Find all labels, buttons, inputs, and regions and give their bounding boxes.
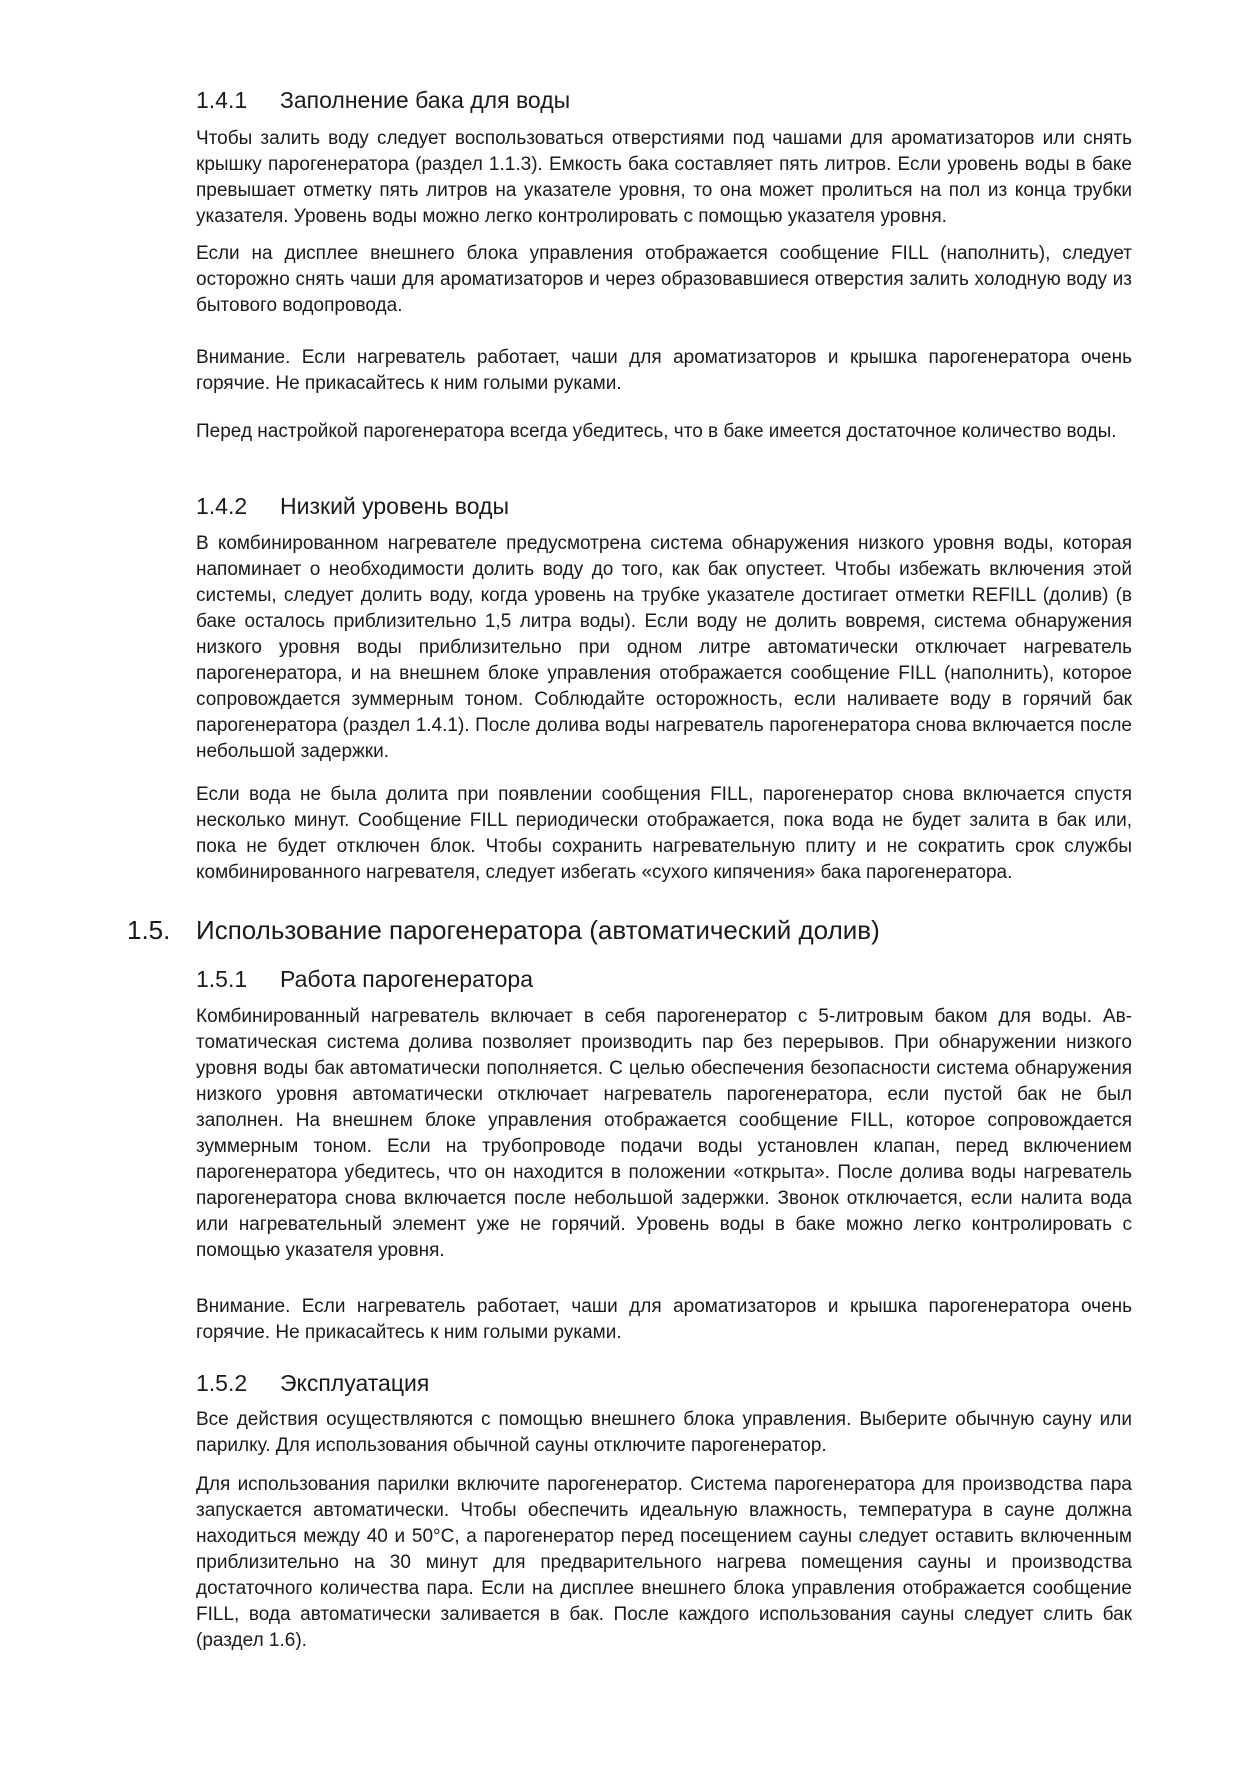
paragraph-1-5-1-a: Комбинированный нагреватель включает в себя парогенератор с 5-литровым баком для воды. Автоматическая система долива позволяет производить пар без перерывов. При обнаружении низкого уровня воды бак автоматически пополняется. С целью обеспечения безопасности система обнаружения низкого уровня автоматически отключает нагреватель парогенератора, если пустой бак не был заполнен. На внешнем блоке управления отображается сообщение FILL, которое сопровождается зуммерным тоном. Если на трубопроводе подачи воды установлен клапан, перед включением парогенератора убедитесь, что он находится в положении «открыта». После долива воды нагреватель парогенератора снова включается после небольшой задержки. Звонок отключается, если налита вода или нагревательный элемент уже не горячий. Уровень воды в баке можно легко контролировать с помощью указателя уровня. [196, 1006, 1132, 1261]
heading-1-5-1 [196, 965, 533, 993]
paragraph-1-5-2-b: Для использования парилки включите парогенератор. Система парогенератора для производства пара запускается автоматически. Чтобы обеспечить идеальную влажность, температура в сауне должна находиться между 40 и 50°С, а парогенератор перед посещением сауны следует оставить включенным приблизительно на 30 минут для предварительного нагрева помещения сауны и производства достаточного количества пара. Если на дисплее внешнего блока управления отображается сообщение FILL, вода автоматически заливается в бак. После каждого использования сауны следует слить бак (раздел 1.6). [196, 1474, 1132, 1651]
paragraph-1-4-1-a: Чтобы залить воду следует воспользоваться отверстиями под чашами для ароматизаторов или снять крышку парогенератора (раздел 1.1.3). Емкость бака составляет пять литров. Если уровень воды в баке превышает отметку пять литров на указателе уровня, то она может пролиться на пол из конца трубки указателя. Уровень воды можно легко контролировать с помощью указателя уровня. [196, 128, 1132, 227]
heading-title: Низкий уровень воды [280, 493, 510, 519]
heading-title: Заполнение бака для воды [280, 87, 571, 113]
heading-title: Работа парогенератора [280, 966, 534, 992]
heading-number: 1.5. [127, 915, 171, 945]
paragraph-1-4-2-b: Если вода не была долита при появлении сообщения FILL, парогенератор снова включается спустя несколько минут. Сообщение FILL периодически отображается, пока вода не будет залита в бак или, пока не будет отключен блок. Чтобы сохранить нагревательную плиту и не сократить срок службы комбинированного нагревателя, следует избегать «сухого кипячения» бака парогенератора. [196, 784, 1132, 883]
paragraph-1-4-1-b: Если на дисплее внешнего блока управления отображается сообщение FILL (наполнить), следует осторожно снять чаши для ароматизаторов и через образовавшиеся отверстия залить холодную воду из бытового водопровода. [196, 243, 1132, 316]
heading-1-4-2 [196, 492, 509, 520]
paragraph-1-4-2-a: В комбинированном нагревателе предусмотрена система обнаружения низкого уровня воды, которая напоминает о необходимости долить воду до того, как бак опустеет. Чтобы избежать включения этой системы, следует долить воду, когда уровень на трубке указателе достигает отметки REFILL (долив) (в баке осталось приблизительно 1,5 литра воды). Если воду не долить вовремя, система обнаружения низкого уровня воды приблизительно при одном литре автоматически отключает нагреватель парогенератора, и на внешнем блоке управления отображается сообщение FILL (наполнить), которое сопровождается зуммерным тоном. Соблюдайте осторожность, если наливаете воду в горячий бак парогенератора (раздел 1.4.1). После долива воды нагреватель парогенератора снова включается после небольшой задержки. [196, 533, 1132, 762]
heading-title: Эксплуатация [280, 1370, 430, 1396]
paragraph-1-4-1-warning: Внимание. Если нагреватель работает, чаши для ароматизаторов и крышка парогенератора очень горячие. Не прикасайтесь к ним голыми руками. [196, 347, 1132, 394]
heading-title: Использование парогенератора (автоматический долив) [196, 915, 880, 945]
heading-number: 1.5.1 [196, 966, 248, 992]
heading-number: 1.5.2 [196, 1370, 248, 1396]
paragraph-1-5-2-a: Все действия осуществляются с помощью внешнего блока управления. Выберите обычную сауну или парилку. Для использования обычной сауны отключите парогенератор. [196, 1409, 1132, 1456]
heading-1-5 [127, 914, 880, 946]
heading-number: 1.4.2 [196, 493, 248, 519]
heading-1-4-1 [196, 86, 570, 114]
paragraph-1-5-1-warning: Внимание. Если нагреватель работает, чаши для ароматизаторов и крышка парогенератора очень горячие. Не прикасайтесь к ним голыми руками. [196, 1296, 1132, 1343]
heading-1-5-2 [196, 1369, 429, 1397]
heading-number: 1.4.1 [196, 87, 248, 113]
paragraph-1-4-1-c: Перед настройкой парогенератора всегда убедитесь, что в баке имеется достаточное количество воды. [196, 421, 1117, 442]
